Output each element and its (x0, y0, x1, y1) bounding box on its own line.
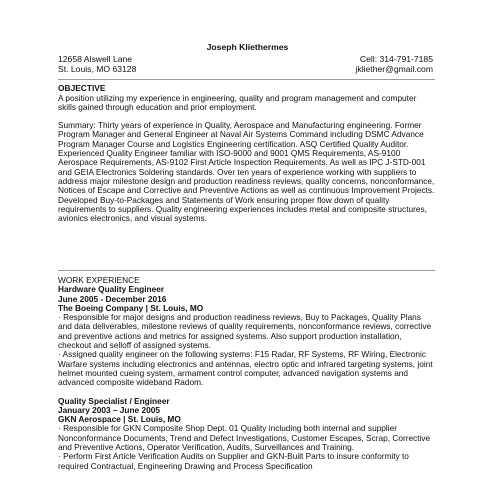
address-line-2: St. Louis, MO 63128 (58, 64, 137, 75)
job-title: Quality Specialist / Engineer (58, 395, 170, 406)
job-bullet: · Responsible for major designs and production readiness reviews, Buy to Packages, Quality Plans and data deliverables, milestone reviews of quality requirements, nonconformance reviews, corrective and preventive actions and metrics for assigned systems. Also support production installation, checkout and selloff of assigned systems. (58, 312, 432, 351)
objective-heading: OBJECTIVE (58, 83, 106, 93)
job-company: The Boeing Company | St. Louis, MO (58, 302, 204, 313)
job-dates: June 2005 - December 2016 (58, 293, 167, 304)
divider-top (58, 79, 435, 80)
job-entry-gkn (58, 397, 435, 471)
objective-section (58, 84, 435, 223)
phone-email-block (356, 54, 434, 74)
work-experience-heading: WORK EXPERIENCE (58, 275, 140, 285)
phone-number: Cell: 314-791-7185 (359, 54, 433, 64)
job-bullet: · Responsible for GKN Composite Shop Dept. 01 Quality including both internal and supplier Nonconformance Documents, Trend and Defect Investigations, Customer Escapes, Scrap, Corrective and Preventive Actions, Operator Verification, Audits, Surveillances and Training. (58, 423, 431, 453)
job-entry-boeing (58, 285, 435, 387)
candidate-name: Joseph Kliethermes (206, 42, 289, 52)
job-title: Hardware Quality Engineer (58, 284, 165, 295)
divider-middle (58, 270, 435, 271)
email-address: jkliether@gmail.com (355, 64, 433, 75)
job-dates: January 2003 – June 2005 (58, 404, 160, 415)
job-bullet: · Perform First Article Verification Audits on Supplier and GKN-Built Parts to insure conformity to required Contractual, Engineering Drawing and Process Specification (58, 451, 409, 471)
address-line-1: 12658 Alswell Lane (58, 54, 133, 64)
objective-text: A position utilizing my experience in engineering, quality and program management and computer skills gained through education and prior employment. (58, 92, 417, 112)
job-bullet: · Assigned quality engineer on the following systems: F15 Radar, RF Systems, RF Wiring, Electronic Warfare systems including electronics and antennas, electro optic and infrared targeting systems, joint helmet mounted cueing system, armament control computer, advanced navigation systems and advanced composite wideband Radom. (58, 349, 433, 388)
address-block (58, 54, 136, 74)
job-company: GKN Aerospace | St. Louis, MO (58, 414, 181, 425)
summary-text: Summary: Thirty years of experience in Quality, Aerospace and Manufacturing engineering. Former Program Manager and General Engineer at Naval Air Systems Command including DSMC Advance Program Manager Course and Logistics Engineering certification. ASQ Certified Quality Auditor. Experienced Quality Engineer familiar with ISO-9000 and 9001 QMS Requirements, AS-9100 Aerospace Requirements, AS-9102 First Article Inspection Requirements. As well as IPC J-STD-001 and GEIA Electronics Soldering standards. Over ten years of experience working with suppliers to address major milestone design and production readiness reviews, quality concerns, nonconformance, Notices of Escape and Corrective and Preventive Actions as well as continuous Improvement Projects. Developed Buy-to-Packages and Statements of Work ensuring proper flow down of quality requirements to suppliers. Quality engineering experiences includes metal and composite structures, avionics electronics, and visual systems. (58, 120, 435, 224)
work-experience-section (58, 276, 435, 471)
